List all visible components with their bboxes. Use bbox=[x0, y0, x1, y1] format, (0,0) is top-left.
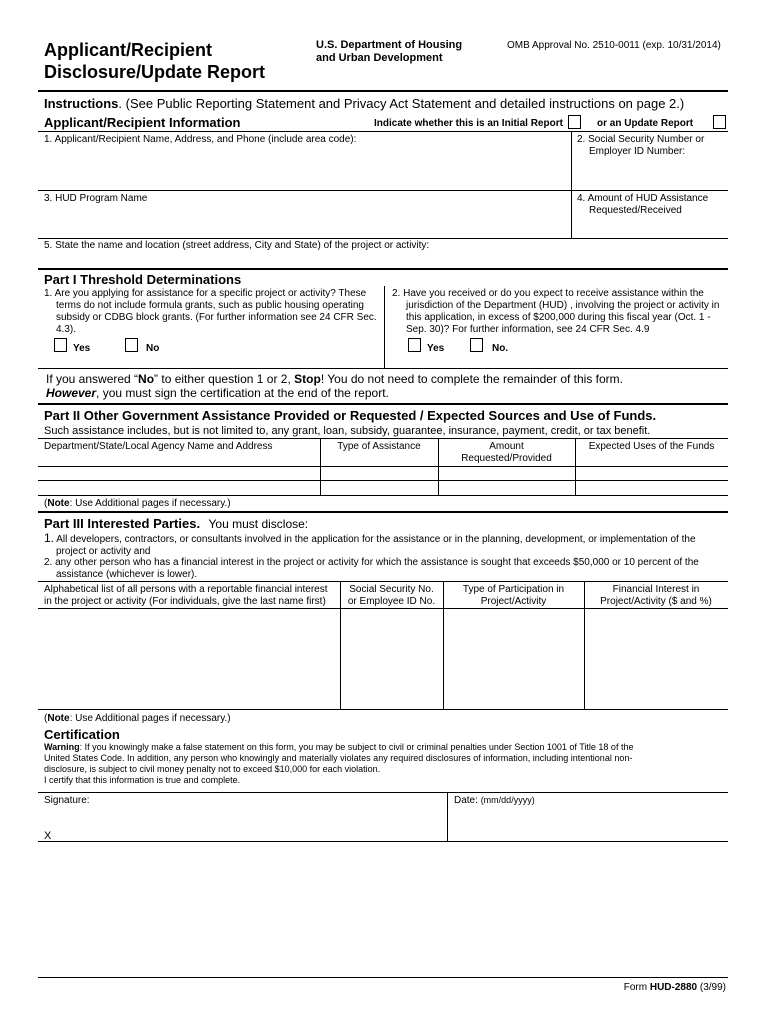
instructions-text: . (See Public Reporting Statement and Privacy Act Statement and detailed instructions on page 2.) bbox=[118, 96, 685, 111]
stop-pre: If you answered “ bbox=[46, 372, 139, 386]
applicant-row-divider bbox=[38, 190, 728, 191]
stop-word: Stop bbox=[294, 372, 321, 386]
form-label: Form bbox=[623, 982, 650, 993]
part3-col-participation-line2: Project/Activity bbox=[480, 596, 547, 607]
certification-heading: Certification bbox=[44, 727, 120, 742]
part3-col-list-line1: Alphabetical list of all persons with a reportable financial interest bbox=[44, 584, 328, 595]
applicant-table-divider bbox=[571, 131, 572, 238]
applicant-row-divider-2 bbox=[38, 238, 728, 239]
part3-note bbox=[44, 713, 231, 725]
part2-table-top bbox=[38, 438, 728, 439]
part3-col-interest-line2: Project/Activity ($ and %) bbox=[600, 596, 712, 607]
q2-no-checkbox[interactable] bbox=[470, 338, 483, 352]
omb-approval: OMB Approval No. 2510-0011 (exp. 10/31/2014) bbox=[507, 40, 721, 51]
stop-notice bbox=[46, 372, 623, 400]
part2-note-label: Note bbox=[47, 498, 70, 509]
part2-row-2[interactable] bbox=[38, 481, 728, 494]
part3-item1 bbox=[44, 531, 696, 558]
part1-question2 bbox=[392, 288, 719, 336]
part1-question1 bbox=[44, 288, 377, 336]
stop-no: No bbox=[138, 372, 155, 386]
q1-yes-label: Yes bbox=[73, 343, 91, 354]
instructions-label: Instructions bbox=[44, 96, 119, 111]
form-title-line1: Applicant/Recipient bbox=[44, 40, 213, 60]
certify-statement: I certify that this information is true and complete. bbox=[44, 775, 241, 785]
stop-however: However bbox=[46, 386, 97, 400]
part3-note-label: Note bbox=[47, 713, 70, 724]
part2-heading: Part II Other Government Assistance Provided or Requested / Expected Sources and Use of Funds. bbox=[44, 408, 657, 423]
applicant-info-heading: Applicant/Recipient Information bbox=[44, 115, 241, 130]
part3-table-top bbox=[38, 581, 728, 582]
footer-divider bbox=[38, 977, 728, 978]
part3-note-open: ( bbox=[44, 713, 48, 724]
field-location-input[interactable] bbox=[44, 253, 724, 267]
applicant-table-top bbox=[38, 131, 728, 132]
warning-line2: United States Code. In addition, any person who knowingly and materially violates any required disclosures of information, including intentional non- bbox=[44, 753, 633, 763]
field-ssn-label-line2: Employer ID Number: bbox=[589, 146, 686, 157]
form-date: (3/99) bbox=[697, 982, 726, 993]
part2-col-amount-line2: Requested/Provided bbox=[461, 453, 552, 464]
field-ssn-input[interactable] bbox=[577, 160, 725, 188]
field-amount-input[interactable] bbox=[577, 218, 725, 236]
field-location-label: 5. State the name and location (street address, City and State) of the project or activity: bbox=[44, 240, 430, 251]
q2-line1: 2. Have you received or do you expect to receive assistance within the bbox=[392, 288, 704, 299]
part3-note-text: : Use Additional pages if necessary.) bbox=[69, 713, 231, 724]
warning-line1: : If you knowingly make a false statement on this form, you may be subject to civil or criminal penalties under Section 1001 of Title 18 of the bbox=[79, 742, 634, 752]
part2-divider bbox=[38, 403, 728, 405]
initial-report-label: Indicate whether this is an Initial Report bbox=[374, 118, 563, 129]
part3-item2-line2: assistance (whichever is lower). bbox=[56, 569, 198, 580]
part3-col-ssn bbox=[340, 584, 443, 608]
field-ssn-label bbox=[577, 134, 704, 158]
part3-divider bbox=[38, 511, 728, 513]
part3-col-interest bbox=[584, 584, 728, 608]
date-format: (mm/dd/yyyy) bbox=[480, 795, 535, 805]
agency-line1: U.S. Department of Housing bbox=[316, 39, 463, 51]
part3-item2 bbox=[44, 557, 699, 581]
part2-note-text: : Use Additional pages if necessary.) bbox=[69, 498, 231, 509]
field-ssn-label-line1: 2. Social Security Number or bbox=[577, 134, 705, 145]
part2-col-amount-line1: Amount bbox=[489, 441, 524, 452]
field-applicant-name-input[interactable] bbox=[44, 147, 566, 187]
field-amount-label-line2: Requested/Received bbox=[589, 205, 682, 216]
part2-row-1[interactable] bbox=[38, 467, 728, 480]
part3-entry-area[interactable] bbox=[38, 609, 728, 708]
agency-line2: and Urban Development bbox=[316, 52, 443, 64]
warning-label: Warning bbox=[44, 742, 80, 752]
q2-no-label: No. bbox=[492, 343, 509, 354]
date-label-text: Date: bbox=[454, 795, 478, 806]
signature-table-top bbox=[38, 792, 728, 793]
q1-line2: terms do not include formula grants, such as public housing operating bbox=[56, 300, 364, 311]
agency-name bbox=[316, 39, 462, 65]
stop-notice-line1 bbox=[46, 372, 623, 386]
part2-col-uses: Expected Uses of the Funds bbox=[588, 441, 715, 452]
form-number-code: HUD-2880 bbox=[649, 982, 698, 993]
initial-report-checkbox[interactable] bbox=[568, 115, 581, 129]
signature-divider bbox=[447, 792, 448, 841]
signature-field[interactable] bbox=[56, 808, 441, 840]
signature-x: X bbox=[44, 830, 52, 842]
stop-post: ! You do not need to complete the remainder of this form. bbox=[320, 372, 623, 386]
stop-line2-post: , you must sign the certification at the end of the report. bbox=[96, 386, 389, 400]
part2-col-amount bbox=[438, 441, 575, 465]
part3-heading-title: Part III Interested Parties. bbox=[44, 516, 201, 531]
header-divider bbox=[38, 90, 728, 92]
date-label bbox=[454, 795, 535, 807]
update-report-label: or an Update Report bbox=[597, 118, 694, 129]
instructions bbox=[44, 96, 684, 111]
part3-col-ssn-line1: Social Security No. bbox=[349, 584, 434, 595]
certification-warning bbox=[44, 742, 633, 786]
q2-line2: jurisdiction of the Department (HUD) , involving the project or activity in bbox=[406, 300, 720, 311]
q2-line3: this application, in excess of $200,000 during this fiscal year (Oct. 1 - bbox=[406, 312, 711, 323]
form-title-line2: Disclosure/Update Report bbox=[44, 62, 266, 82]
q2-yes-label: Yes bbox=[427, 343, 445, 354]
part3-item1-num: 1. bbox=[44, 531, 55, 545]
update-report-checkbox[interactable] bbox=[713, 115, 726, 129]
warning-line3: disclosure, is subject to civil money penalty not to exceed $10,000 for each violation. bbox=[44, 764, 381, 774]
part3-col-ssn-line2: or Employee ID No. bbox=[347, 596, 436, 607]
part1-heading: Part I Threshold Determinations bbox=[44, 272, 242, 287]
q1-no-checkbox[interactable] bbox=[125, 338, 138, 352]
part3-col-participation bbox=[443, 584, 584, 608]
part3-item1-line2: project or activity and bbox=[56, 546, 151, 557]
part1-divider bbox=[38, 268, 728, 270]
part2-table-bottom bbox=[38, 495, 728, 496]
field-amount-label bbox=[577, 193, 708, 217]
form-number bbox=[624, 982, 726, 994]
part3-heading-suffix: You must disclose: bbox=[208, 517, 309, 531]
q1-yes-checkbox[interactable] bbox=[54, 338, 67, 352]
part2-note-open: ( bbox=[44, 498, 48, 509]
part1-column-divider bbox=[384, 286, 385, 368]
q1-line3: subsidy or CDBG block grants. (For further information see 24 CFR Sec. bbox=[56, 312, 377, 323]
part1-bottom bbox=[38, 368, 728, 369]
part3-col-participation-line1: Type of Participation in bbox=[462, 584, 565, 595]
part3-col-list-line2: in the project or activity (For individuals, give the last name first) bbox=[44, 596, 326, 607]
part3-item1-line1: All developers, contractors, or consultants involved in the application for the assistance or in the planning, development, or implementation of the bbox=[56, 534, 696, 545]
date-field[interactable] bbox=[454, 810, 724, 840]
q1-line4: 4.3). bbox=[56, 324, 77, 335]
part2-col-type: Type of Assistance bbox=[337, 441, 421, 452]
part2-subtext: Such assistance includes, but is not limited to, any grant, loan, subsidy, guarantee, insurance, payment, credit, or tax benefit. bbox=[44, 425, 651, 437]
part3-col-interest-line1: Financial Interest in bbox=[612, 584, 700, 595]
q2-line4: Sep. 30)? For further information, see 24 CFR Sec. 4.9 bbox=[406, 324, 650, 335]
part3-table-bottom bbox=[38, 709, 728, 710]
q2-yes-checkbox[interactable] bbox=[408, 338, 421, 352]
field-applicant-name-label: 1. Applicant/Recipient Name, Address, and Phone (include area code): bbox=[44, 134, 357, 145]
signature-label: Signature: bbox=[44, 795, 90, 806]
form-title bbox=[44, 39, 265, 83]
q1-line1: 1. Are you applying for assistance for a specific project or activity? These bbox=[44, 288, 367, 299]
part3-col-list bbox=[44, 584, 328, 608]
stop-mid: ” to either question 1 or 2, bbox=[154, 372, 295, 386]
signature-table-bottom bbox=[38, 841, 728, 842]
part2-note bbox=[44, 498, 231, 510]
q1-no-label: No bbox=[146, 343, 160, 354]
part2-col-agency: Department/State/Local Agency Name and Address bbox=[44, 441, 273, 452]
part3-item2-line1: 2. any other person who has a financial interest in the project or activity for which the assistance is sought that exceeds $50,000 or 10 percent of the bbox=[44, 557, 699, 568]
field-program-label: 3. HUD Program Name bbox=[44, 193, 148, 204]
stop-notice-line2 bbox=[46, 386, 623, 400]
field-amount-label-line1: 4. Amount of HUD Assistance bbox=[577, 193, 709, 204]
field-program-input[interactable] bbox=[44, 206, 566, 236]
